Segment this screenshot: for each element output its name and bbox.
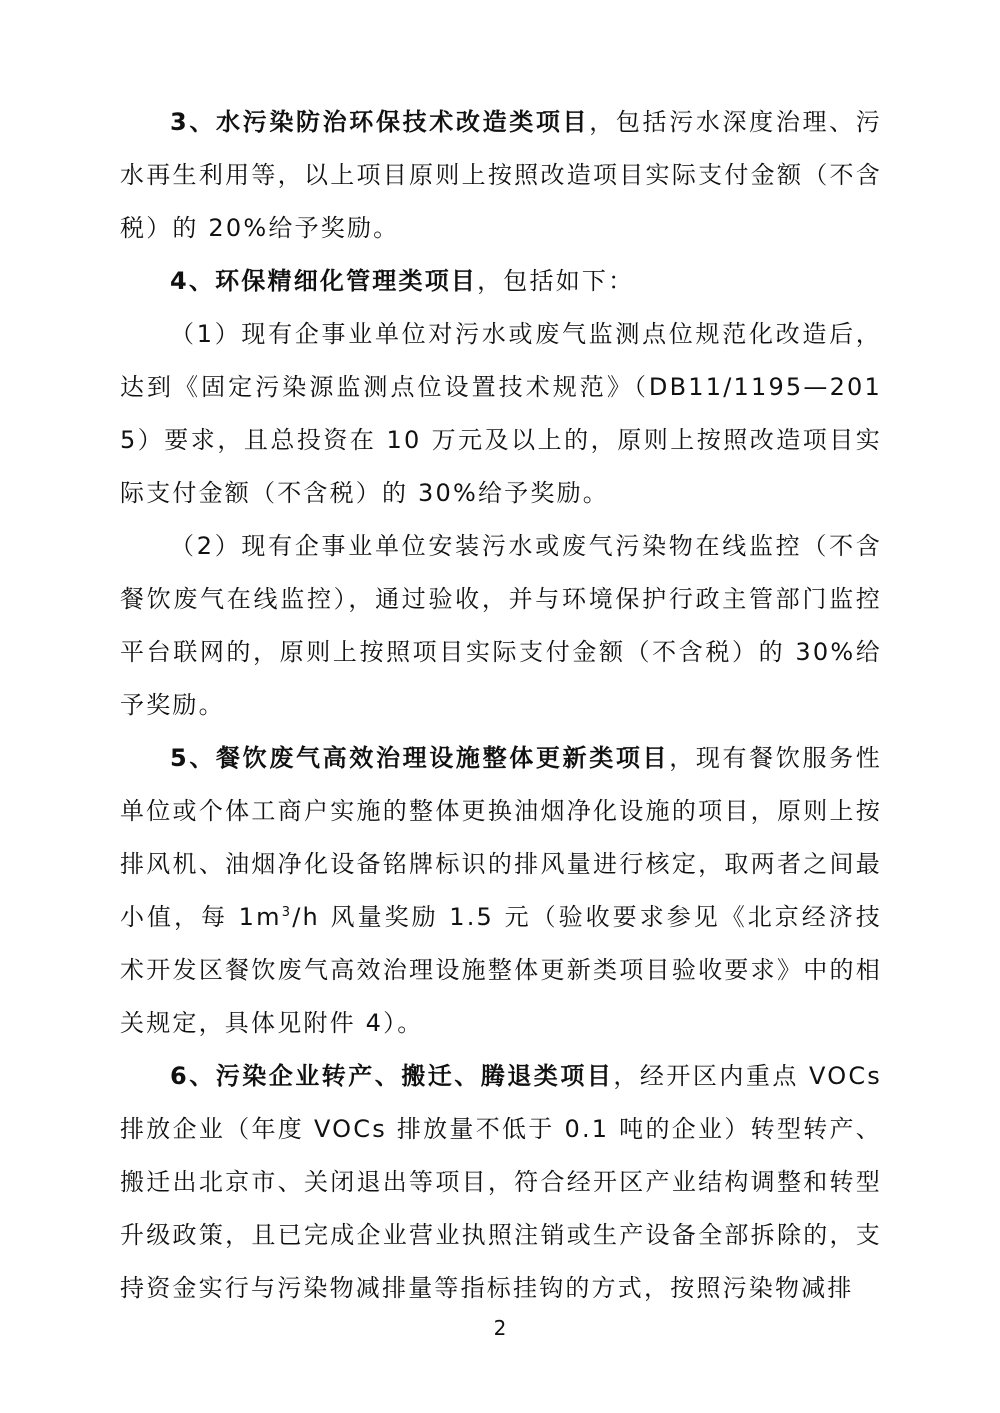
paragraph-monitoring-point — [120, 308, 882, 520]
paragraph-catering-exhaust — [120, 732, 882, 1050]
heading-fine-management: 4、环保精细化管理类项目 — [170, 267, 478, 295]
paragraph-water-pollution — [120, 96, 882, 255]
text-monitoring-point: （1）现有企事业单位对污水或废气监测点位规范化改造后，达到《固定污染源监测点位设置技术规范》（DB11/1195—2015）要求，且总投资在 10 万元及以上的，原则上按照改造项目实际支付金额（不含税）的 30%给予奖励。 — [120, 320, 882, 507]
text-relocation: ，经开区内重点 VOCs 排放企业（年度 VOCs 排放量不低于 0.1 吨的企业）转型转产、搬迁出北京市、关闭退出等项目，符合经开区产业结构调整和转型升级政策，且已完成企业营业执照注销或生产设备全部拆除的，支持资金实行与污染物减排量等指标挂钩的方式，按照污染物减排 — [120, 1062, 882, 1302]
paragraph-relocation — [120, 1050, 882, 1315]
text-catering-exhaust-before: ，现有餐饮服务性单位或个体工商户实施的整体更换油烟净化设施的项目，原则上按排风机、油烟净化设备铭牌标识的排风量进行核定，取两者之间最小值，每 1m — [120, 744, 882, 931]
heading-water-pollution: 3、水污染防治环保技术改造类项目 — [170, 108, 590, 136]
paragraph-online-monitoring — [120, 520, 882, 732]
text-water-pollution: ，包括污水深度治理、污水再生利用等，以上项目原则上按照改造项目实际支付金额（不含税）的 20%给予奖励。 — [120, 108, 882, 242]
text-fine-management: ，包括如下： — [477, 267, 635, 295]
paragraph-fine-management — [120, 255, 882, 308]
text-online-monitoring: （2）现有企事业单位安装污水或废气污染物在线监控（不含餐饮废气在线监控），通过验收，并与环境保护行政主管部门监控平台联网的，原则上按照项目实际支付金额（不含税）的 30%给予奖励。 — [120, 532, 882, 719]
superscript-cubic: 3 — [281, 905, 293, 920]
text-catering-exhaust-after: /h 风量奖励 1.5 元（验收要求参见《北京经济技术开发区餐饮废气高效治理设施整体更新类项目验收要求》中的相关规定，具体见附件 4）。 — [120, 903, 882, 1037]
page-number: 2 — [493, 1316, 507, 1340]
document-body — [120, 96, 882, 1315]
heading-relocation: 6、污染企业转产、搬迁、腾退类项目 — [170, 1062, 614, 1090]
heading-catering-exhaust: 5、餐饮废气高效治理设施整体更新类项目 — [170, 744, 670, 772]
